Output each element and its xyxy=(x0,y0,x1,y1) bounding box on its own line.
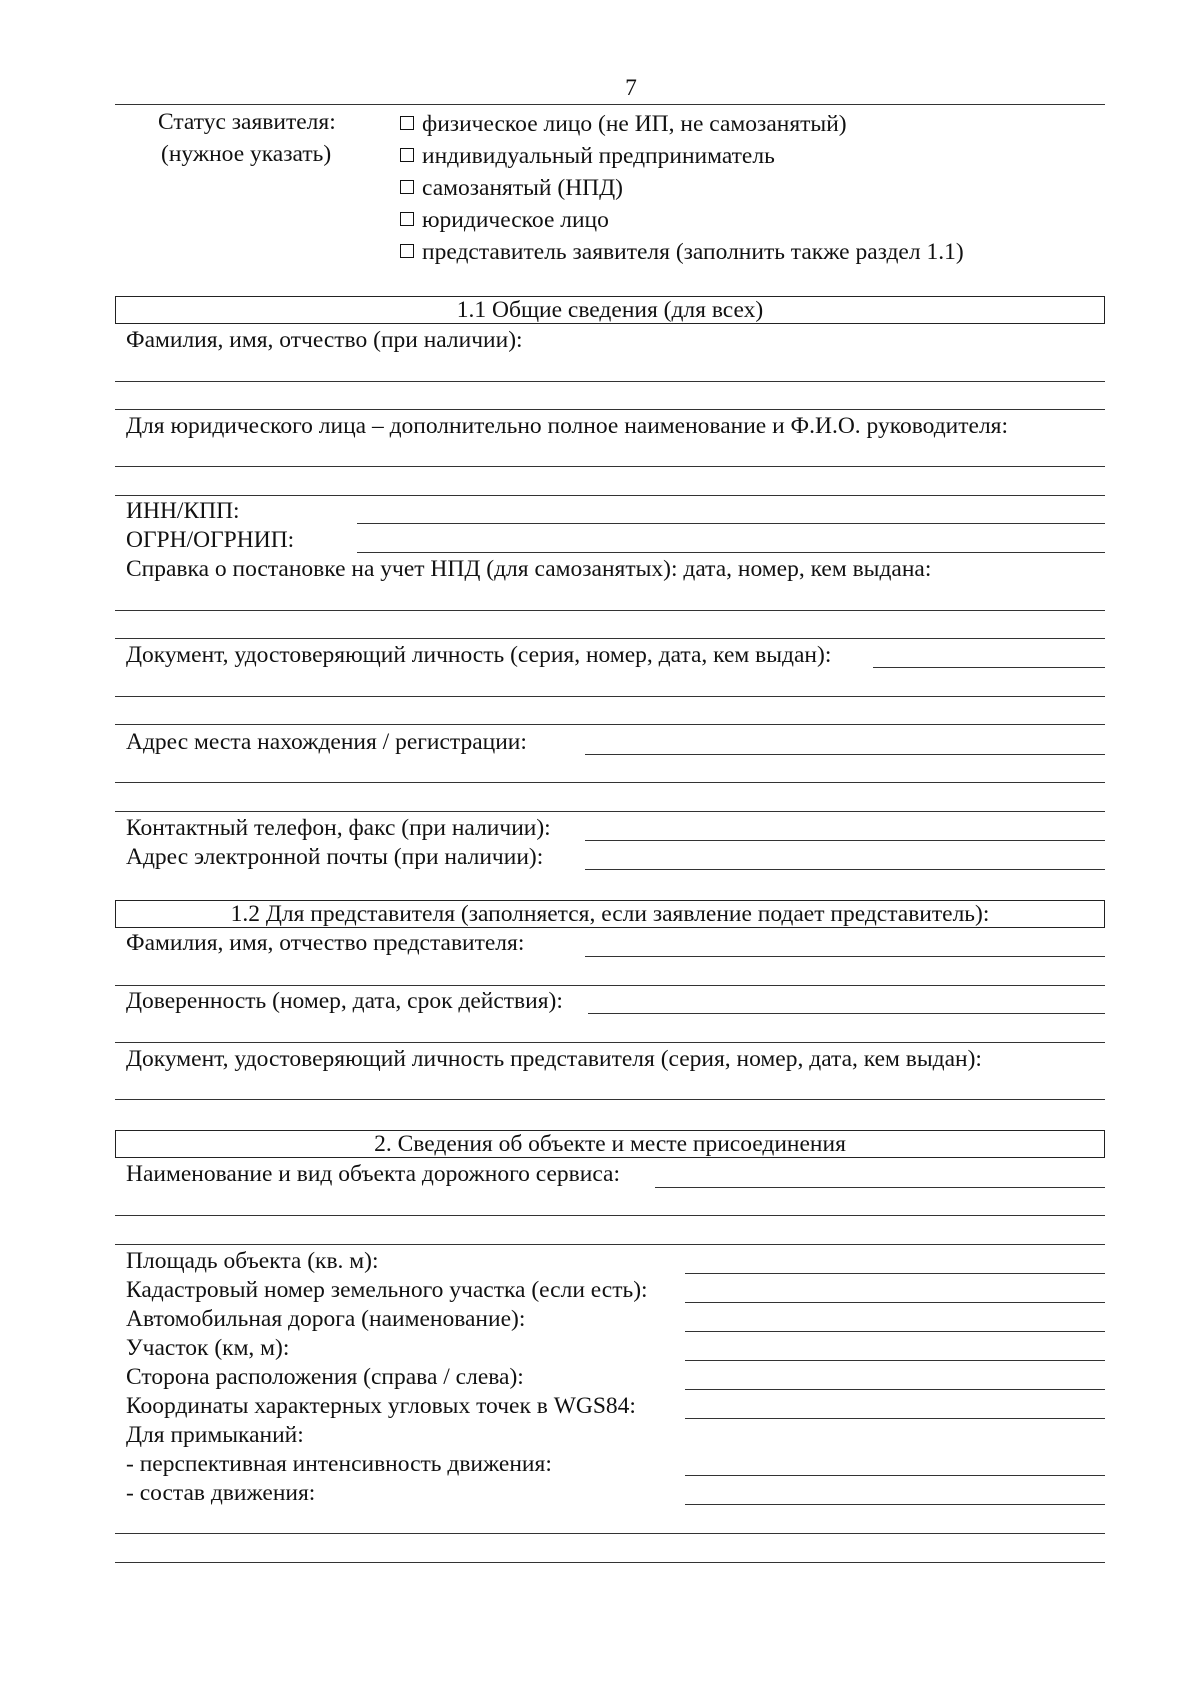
intensity-field[interactable] xyxy=(685,1475,1105,1476)
email-field[interactable] xyxy=(585,869,1105,870)
status-note: (нужное указать) xyxy=(161,141,332,167)
junctions-label: Для примыканий: xyxy=(126,1422,304,1448)
phone-field[interactable] xyxy=(585,840,1105,841)
npd-label: Справка о постановке на учет НПД (для самозанятых): дата, номер, кем выдана: xyxy=(126,556,932,582)
npd-line-1[interactable] xyxy=(115,610,1105,611)
coords-field[interactable] xyxy=(685,1418,1105,1419)
coords-label: Координаты характерных угловых точек в WGS84: xyxy=(126,1393,636,1419)
fio-line-1[interactable] xyxy=(115,381,1105,382)
status-option-self-employed[interactable]: самозанятый (НПД) xyxy=(400,174,623,202)
address-label: Адрес места нахождения / регистрации: xyxy=(126,729,527,755)
section-2-header: 2. Сведения об объекте и месте присоединения xyxy=(115,1130,1105,1158)
id-doc-line-2[interactable] xyxy=(115,696,1105,697)
poa-field[interactable] xyxy=(588,1013,1105,1014)
object-name-line-3[interactable] xyxy=(115,1244,1105,1245)
intensity-label: - перспективная интенсивность движения: xyxy=(126,1451,552,1477)
side-label: Сторона расположения (справа / слева): xyxy=(126,1364,524,1390)
poa-line-2[interactable] xyxy=(115,1042,1105,1043)
ogrn-field[interactable] xyxy=(357,552,1105,553)
status-option-legal-entity[interactable]: юридическое лицо xyxy=(400,206,609,234)
address-line-3[interactable] xyxy=(115,811,1105,812)
side-field[interactable] xyxy=(685,1389,1105,1390)
rep-fio-field[interactable] xyxy=(585,956,1105,957)
inn-field[interactable] xyxy=(357,523,1105,524)
id-doc-field[interactable] xyxy=(873,667,1105,668)
legal-line-1[interactable] xyxy=(115,466,1105,467)
bottom-line-2[interactable] xyxy=(115,1562,1105,1563)
traffic-field[interactable] xyxy=(685,1504,1105,1505)
email-label: Адрес электронной почты (при наличии): xyxy=(126,844,544,870)
legal-line-2[interactable] xyxy=(115,495,1105,496)
area-label: Площадь объекта (кв. м): xyxy=(126,1248,379,1274)
rep-fio-line-2[interactable] xyxy=(115,985,1105,986)
poa-label: Доверенность (номер, дата, срок действия): xyxy=(126,988,563,1014)
phone-label: Контактный телефон, факс (при наличии): xyxy=(126,815,551,841)
checkbox[interactable] xyxy=(400,212,414,226)
header-rule xyxy=(115,104,1105,105)
checkbox[interactable] xyxy=(400,244,414,258)
rep-id-doc-line[interactable] xyxy=(115,1099,1105,1100)
rep-fio-label: Фамилия, имя, отчество представителя: xyxy=(126,930,525,956)
fio-label: Фамилия, имя, отчество (при наличии): xyxy=(126,327,523,353)
npd-line-2[interactable] xyxy=(115,638,1105,639)
rep-id-doc-label: Документ, удостоверяющий личность представителя (серия, номер, дата, кем выдан): xyxy=(126,1046,982,1072)
inn-label: ИНН/КПП: xyxy=(126,498,240,524)
id-doc-label: Документ, удостоверяющий личность (серия, номер, дата, кем выдан): xyxy=(126,642,832,668)
section-1-2-header: 1.2 Для представителя (заполняется, если заявление подает представитель): xyxy=(115,900,1105,928)
address-line-2[interactable] xyxy=(115,782,1105,783)
checkbox[interactable] xyxy=(400,116,414,130)
object-name-line-2[interactable] xyxy=(115,1215,1105,1216)
segment-field[interactable] xyxy=(685,1360,1105,1361)
legal-entity-label: Для юридического лица – дополнительно полное наименование и Ф.И.О. руководителя: xyxy=(126,413,1009,439)
address-field[interactable] xyxy=(585,754,1105,755)
status-option-representative[interactable]: представитель заявителя (заполнить также раздел 1.1) xyxy=(400,238,964,266)
checkbox[interactable] xyxy=(400,148,414,162)
object-name-field[interactable] xyxy=(655,1187,1105,1188)
segment-label: Участок (км, м): xyxy=(126,1335,290,1361)
road-field[interactable] xyxy=(685,1331,1105,1332)
area-field[interactable] xyxy=(685,1273,1105,1274)
status-option-individual[interactable]: физическое лицо (не ИП, не самозанятый) xyxy=(400,110,847,138)
traffic-label: - состав движения: xyxy=(126,1480,316,1506)
road-label: Автомобильная дорога (наименование): xyxy=(126,1306,526,1332)
page-number: 7 xyxy=(625,75,637,101)
status-option-entrepreneur[interactable]: индивидуальный предприниматель xyxy=(400,142,775,170)
ogrn-label: ОГРН/ОГРНИП: xyxy=(126,527,295,553)
checkbox[interactable] xyxy=(400,180,414,194)
cadastral-field[interactable] xyxy=(685,1302,1105,1303)
section-1-1-header: 1.1 Общие сведения (для всех) xyxy=(115,296,1105,324)
cadastral-label: Кадастровый номер земельного участка (если есть): xyxy=(126,1277,648,1303)
object-name-label: Наименование и вид объекта дорожного сервиса: xyxy=(126,1161,621,1187)
status-label: Статус заявителя: xyxy=(158,109,336,135)
bottom-line-1[interactable] xyxy=(115,1533,1105,1534)
fio-line-2[interactable] xyxy=(115,409,1105,410)
id-doc-line-3[interactable] xyxy=(115,724,1105,725)
